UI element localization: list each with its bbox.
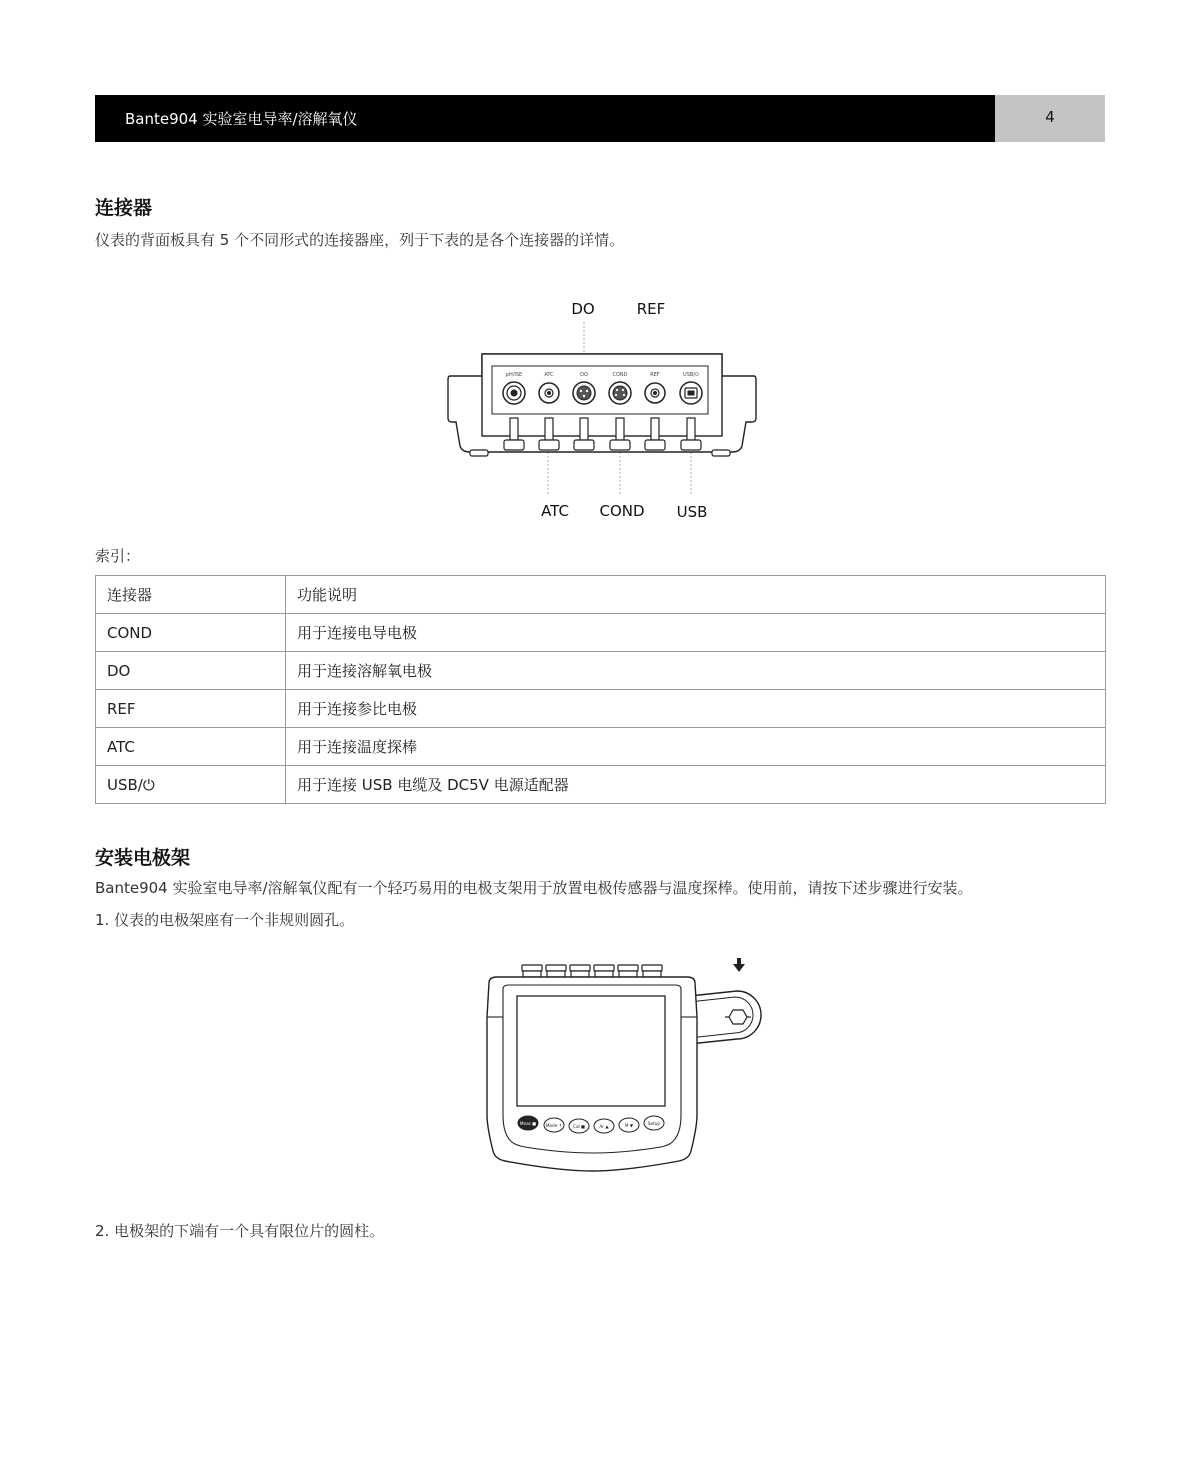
connector-table [95,575,1106,804]
down-arrow-icon [733,958,745,972]
page-number-box [995,95,1105,142]
index-label: 索引： [95,547,141,565]
callout-usb: USB [676,503,708,521]
socket-ref [645,383,665,403]
meas-button [518,1116,538,1130]
down-button [619,1118,639,1132]
table-cell-connector: DO [96,652,286,690]
cal-button [569,1119,589,1133]
socket-do [573,382,595,404]
section-heading-connectors: 连接器 [95,197,153,219]
setup-button [644,1116,664,1130]
table-cell-function: 用于连接电导电极 [286,614,1106,652]
rear-panel-figure [440,290,770,530]
display-screen [517,996,665,1106]
install-step-2: 2. 电极架的下端有一个具有限位片的圆柱。 [95,1222,385,1240]
table-cell-function: 用于连接溶解氧电极 [286,652,1106,690]
socket-usb [680,382,702,404]
table-row [96,652,1106,690]
mode-button [544,1118,564,1132]
panel-label-phise: pH/ISE [505,372,523,378]
table-header-cell: 连接器 [96,576,286,614]
socket-phise [503,382,525,404]
header-bar [95,95,995,142]
svg-text:Meas ■: Meas ■ [519,1121,537,1126]
socket-atc [539,383,559,403]
table-cell-connector: REF [96,690,286,728]
callout-atc: ATC [541,502,569,520]
svg-text:M ▼: M ▼ [624,1123,634,1128]
section-heading-install: 安装电极架 [95,847,191,869]
table-row [96,690,1106,728]
table-row [96,766,1106,804]
svg-text:Setup: Setup [647,1121,661,1126]
socket-cond [609,382,631,404]
callout-ref: REF [636,300,666,318]
table-header-row [96,576,1106,614]
callout-do: DO [571,300,595,318]
page-number: 4 [1045,108,1055,126]
panel-label-usb: USB/⏻ [683,372,699,378]
panel-label-cond: COND [612,372,628,378]
front-view-figure [475,955,775,1180]
table-row [96,728,1106,766]
table-cell-function: 用于连接参比电极 [286,690,1106,728]
panel-label-do: DO [580,372,588,378]
table-cell-connector: ATC [96,728,286,766]
svg-text:Ar ▲: Ar ▲ [599,1124,609,1129]
table-cell-function: 用于连接 USB 电缆及 DC5V 电源适配器 [286,766,1106,804]
install-intro: Bante904 实验室电导率/溶解氧仪配有一个轻巧易用的电极支架用于放置电极传感器与温度探棒。使用前，请按下述步骤进行安装。 [95,879,973,897]
table-cell-function: 用于连接温度探棒 [286,728,1106,766]
callout-cond: COND [599,502,645,520]
table-cell-connector: USB/⏻ [96,766,286,804]
panel-label-ref: REF [650,372,660,378]
table-cell-connector: COND [96,614,286,652]
install-step-1: 1. 仪表的电极架座有一个非规则圆孔。 [95,911,355,929]
svg-text:Cal ■: Cal ■ [573,1124,585,1129]
table-header-cell: 功能说明 [286,576,1106,614]
top-connectors [522,965,662,977]
up-button [594,1119,614,1133]
table-row [96,614,1106,652]
panel-label-atc: ATC [544,372,554,378]
svg-text:Mode ↑: Mode ↑ [545,1123,563,1128]
connectors-intro: 仪表的背面板具有 5 个不同形式的连接器座，列于下表的是各个连接器的详情。 [95,231,625,249]
page-header [95,95,1105,142]
document-title: Bante904 实验室电导率/溶解氧仪 [125,110,358,128]
irregular-hole [729,1010,747,1024]
